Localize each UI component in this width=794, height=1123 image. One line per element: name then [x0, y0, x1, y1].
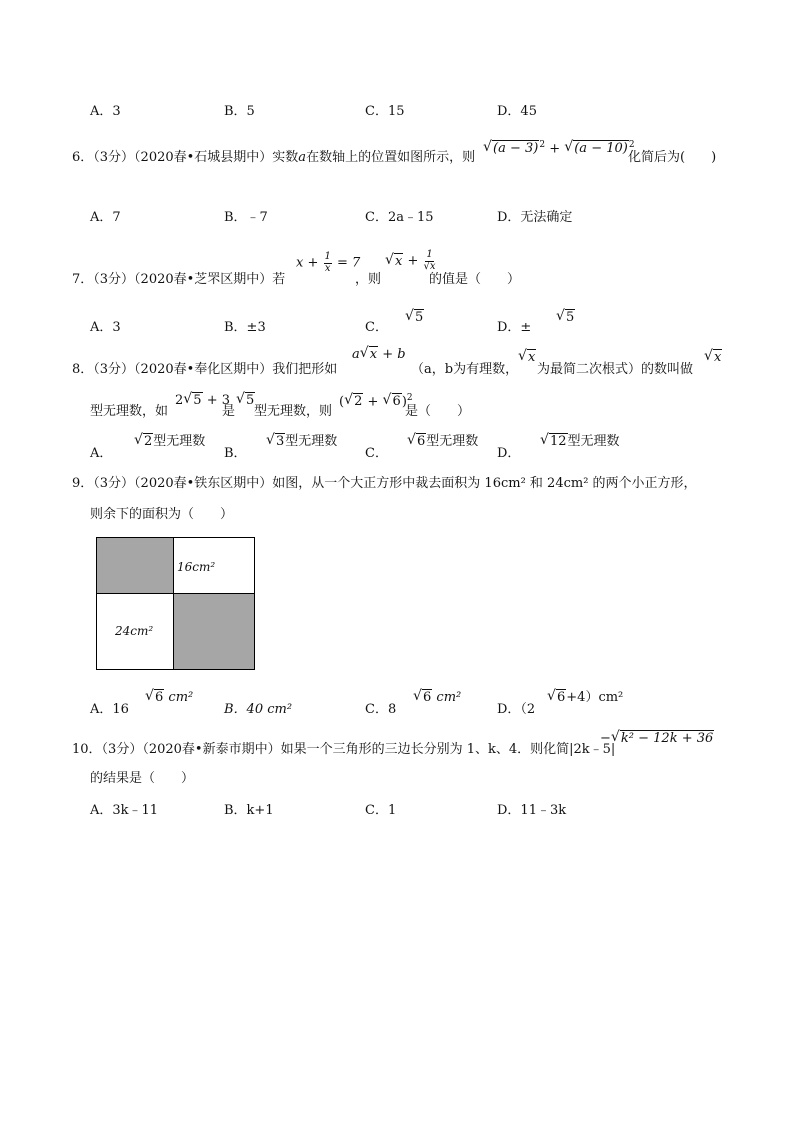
- q9-line2: 则余下的面积为（ ）: [90, 507, 234, 522]
- q7-option-c: C．: [365, 320, 388, 335]
- q8-example: 2 √ 5 + 3: [175, 391, 230, 408]
- q9-option-c-sqrt: √ 6 cm²: [413, 688, 462, 705]
- q8-line2-b: 是: [222, 404, 236, 419]
- q8-option-b-sqrt: √ 3型无理数: [266, 432, 338, 449]
- q7-prefix: 7．（3分）（2020春•芝罘区期中）若: [72, 272, 286, 287]
- q8-line2-d: 是（ ）: [405, 404, 471, 419]
- q7-given: x + $\frac{1}{x}$ = 7: [296, 251, 361, 274]
- q8-option-c-sqrt: √ 6型无理数: [407, 432, 479, 449]
- q9-option-b: B．40 cm²: [224, 702, 293, 717]
- q9-line1: 9．（3分）（2020春•铁东区期中）如图，从一个大正方形中裁去面积为 16cm² 和 24cm² 的两个小正方形，: [72, 476, 697, 491]
- q8-expression: ( √ 2 + √ 6)$^2$: [339, 392, 413, 410]
- q6-middle: 在数轴上的位置如图所示，则: [306, 150, 476, 165]
- q6-expression: √ $(a - 3)^2$ + √ $(a - 10)^2$: [483, 139, 635, 157]
- q8-paren: （a，b为有理数，: [411, 362, 519, 377]
- q10-option-d: D．11﹣3k: [497, 803, 567, 818]
- small-square: [173, 537, 255, 594]
- q10-option-b: B．k+1: [224, 803, 274, 818]
- q7-option-d-sqrt: √ 5: [556, 308, 575, 325]
- q7-option-b: B．±3: [224, 320, 266, 335]
- q9-option-a: A．16: [90, 702, 129, 717]
- q8-prefix: 8．（3分）（2020春•奉化区期中）我们把形如: [72, 362, 338, 377]
- q8-line2-sqrt: √ 5: [236, 391, 255, 408]
- q10-line1: 10．（3分）（2020春•新泰市期中）如果一个三角形的三边长分别为 1、k、4．则化简|2k﹣5|: [72, 742, 616, 757]
- q8-option-d: D．: [497, 446, 521, 461]
- q6-plus: +: [545, 141, 565, 157]
- small-square-label: 16cm²: [177, 560, 216, 574]
- q5-option-d: D．45: [497, 104, 537, 119]
- q9-option-a-sqrt: √ 6 cm²: [145, 688, 194, 705]
- q5-option-c: C．15: [365, 104, 405, 119]
- q7-option-a: A．3: [90, 320, 121, 335]
- q5-option-a: A．3: [90, 104, 121, 119]
- q8-form: a √ x + b: [352, 345, 406, 362]
- q6-option-a: A．7: [90, 210, 121, 225]
- q7-option-c-sqrt: √ 5: [405, 308, 424, 325]
- q7-suffix: 的值是（ ）: [429, 272, 521, 287]
- q10-radical: − √ k² − 12k + 36: [600, 729, 714, 746]
- q7-option-d: D．±: [497, 320, 532, 335]
- q9-option-d-sqrt: √ 6+4）cm²: [547, 688, 624, 705]
- q6-suffix: 化简后为( ): [628, 150, 717, 165]
- cut-square-shaded-bottom: [173, 593, 255, 670]
- q8-option-a-sqrt: √ 2型无理数: [134, 432, 206, 449]
- q6-option-d: D．无法确定: [497, 210, 573, 225]
- q7-mid: ，则: [355, 272, 382, 287]
- q5-option-b: B．5: [224, 104, 255, 119]
- q10-option-c: C．1: [365, 803, 397, 818]
- q10-line2: 的结果是（ ）: [90, 771, 195, 786]
- q8-option-b: B．: [224, 446, 247, 461]
- q6-option-c: C．2a﹣15: [365, 210, 434, 225]
- q9-option-d: D．（2: [497, 702, 536, 717]
- q9-option-c: C．8: [365, 702, 397, 717]
- q6-expr1: (a − 3): [493, 141, 539, 157]
- q6-stem: [72, 150, 475, 166]
- q9-figure: [96, 537, 255, 670]
- q6-var: a: [298, 150, 307, 165]
- q6-expr2: (a − 10): [574, 141, 628, 157]
- q8-option-a: A．: [90, 446, 113, 461]
- q8-paren2: 为最简二次根式）的数叫做: [537, 362, 694, 377]
- q7-ask: √ x + $\frac{1}{√x}$: [385, 249, 436, 272]
- q8-line2-a: 型无理数，如: [90, 404, 169, 419]
- q6-prefix: 6．（3分）（2020春•石城县期中）实数: [72, 150, 299, 165]
- q10-option-a: A．3k﹣11: [90, 803, 159, 818]
- big-square: [96, 593, 174, 670]
- q8-line1-sqrt: √ x: [704, 348, 722, 365]
- big-square-label: 24cm²: [115, 624, 154, 638]
- q8-line2-c: 型无理数，则: [254, 404, 333, 419]
- q8-option-c: C．: [365, 446, 388, 461]
- q6-option-b: B．﹣7: [224, 210, 268, 225]
- cut-square-shaded-top: [96, 537, 174, 594]
- q8-option-d-sqrt: √ 12型无理数: [540, 432, 620, 449]
- q8-paren-sqrt: √ x: [518, 348, 536, 365]
